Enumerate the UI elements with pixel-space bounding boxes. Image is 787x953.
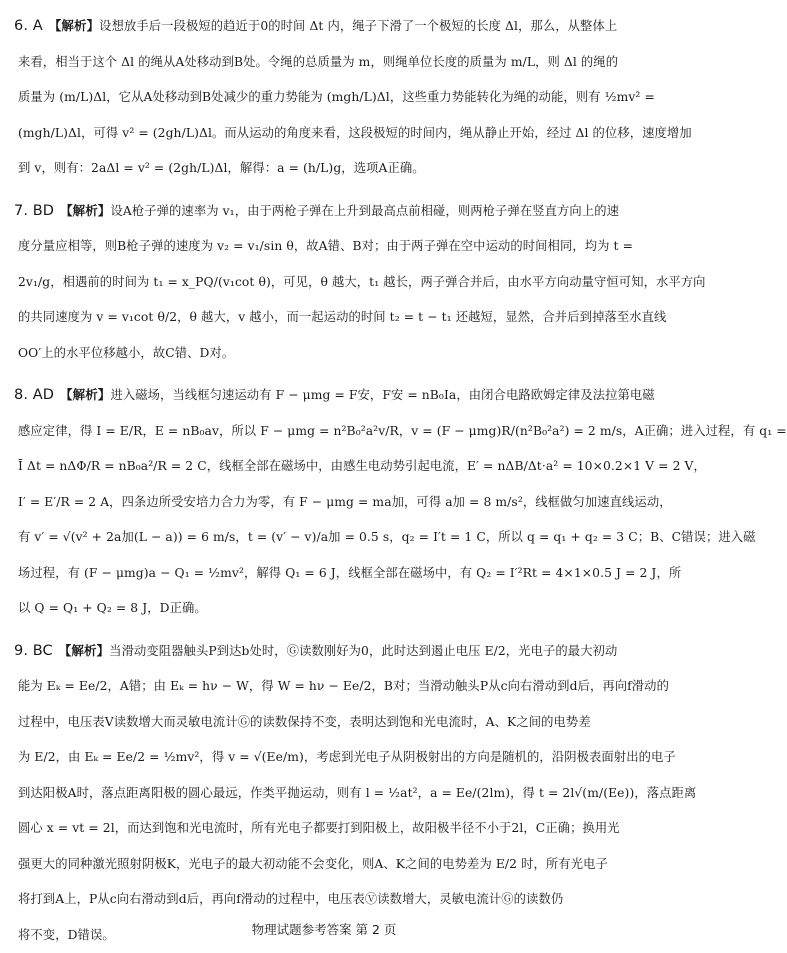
answer-line: 到达阳极A时，落点距离阳极的圆心最远，作类平抛运动，则有 l = ½at²，a = Ee/(2lm)，得 t = 2l√(m/(Ee))，落点距离 [14, 776, 634, 812]
answer-line: 为 E/2，由 Eₖ = Ee/2 = ½mv²，得 v = √(Ee/m)，考虑到光电子从阴极射出的方向是随机的，沿阴极表面射出的电子 [14, 740, 634, 776]
question-number: 7. BD [14, 203, 54, 219]
answer-line: 2v₁/g，相遇前的时间为 t₁ = x_PQ/(v₁cot θ)，可见，θ 越大，t₁ 越长，两子弹合并后，由水平方向动量守恒可知，水平方向 [14, 265, 634, 301]
answer-line [14, 8, 634, 45]
answer-text: 进入磁场，当线框匀速运动有 F − μmg = F安，F安 = nB₀Ia，由闭合电路欧姆定律及法拉第电磁 [110, 388, 654, 402]
answer-line: 度分量应相等，则B枪子弹的速度为 v₂ = v₁/sin θ，故A错、B对；由于两子弹在空中运动的时间相同，均为 t = [14, 229, 634, 265]
question-number: 6. A [14, 18, 43, 34]
answer-item-9 [14, 633, 634, 953]
answer-line: 到 v，则有：2aΔl = v² = (2gh/L)Δl，解得：a = (h/L)g，选项A正确。 [14, 151, 634, 187]
answer-line: 过程中，电压表V读数增大而灵敏电流计Ⓖ的读数保持不变，表明达到饱和光电流时，A、K之间的电势差 [14, 705, 634, 741]
answer-line: 有 v′ = √(v² + 2a加(L − a)) = 6 m/s，t = (v′ − v)/a加 = 0.5 s，q₂ = I′t = 1 C，所以 q = q₁ + q₂ = 3 C；B、C错误；进入磁 [14, 520, 634, 556]
answer-line: 将打到A上，P从c向右滑动到d后，再向f滑动的过程中，电压表Ⓥ读数增大，灵敏电流计Ⓖ的读数仍 [14, 882, 634, 918]
answer-line: OO′上的水平位移越小，故C错、D对。 [14, 336, 634, 372]
answer-line: 强更大的同种激光照射阴极K，光电子的最大初动能不会变化，则A、K之间的电势差为 E/2 时，所有光电子 [14, 847, 634, 883]
answer-item-7 [14, 193, 634, 372]
answer-line: Ī Δt = nΔΦ/R = nB₀a²/R = 2 C，线框全部在磁场中，由感生电动势引起电流，E′ = nΔB/Δt·a² = 10×0.2×1 V = 2 V， [14, 449, 634, 485]
answer-line: 的共同速度为 v = v₁cot θ/2，θ 越大，v 越小，而一起运动的时间 t₂ = t − t₁ 还越短，显然，合并后到掉落至水直线 [14, 300, 634, 336]
answer-line: 场过程，有 (F − μmg)a − Q₁ = ½mv²，解得 Q₁ = 6 J，线框全部在磁场中，有 Q₂ = I′²Rt = 4×1×0.5 J = 2 J，所 [14, 556, 634, 592]
answer-line: I′ = E′/R = 2 A，四条边所受安培力合力为零，有 F − μmg = ma加，可得 a加 = 8 m/s²，线框做匀加速直线运动， [14, 485, 634, 521]
answer-line [14, 633, 634, 670]
answer-line: 能为 Eₖ = Ee/2，A错；由 Eₖ = hν − W，得 W = hν − Ee/2，B对；当滑动触头P从c向右滑动到d后，再向f滑动的 [14, 669, 634, 705]
question-number: 8. AD [14, 387, 54, 403]
answer-line: 质量为 (m/L)Δl，它从A处移动到B处减少的重力势能为 (mgh/L)Δl，这些重力势能转化为绳的动能，则有 ½mv² = [14, 80, 634, 116]
answer-item-6 [14, 8, 634, 187]
answer-line: (mgh/L)Δl，可得 v² = (2gh/L)Δl。而从运动的角度来看，这段极短的时间内，绳从静止开始，经过 Δl 的位移，速度增加 [14, 116, 634, 152]
answer-line: 圆心 x = vt = 2l，而达到饱和光电流时，所有光电子都要打到阳极上，故阳极半径不小于2l，C正确；换用光 [14, 811, 634, 847]
question-number: 9. BC [14, 643, 53, 659]
answer-line: 将不变，D错误。 [14, 918, 634, 953]
answer-line: 以 Q = Q₁ + Q₂ = 8 J，D正确。 [14, 591, 634, 627]
answer-line: 感应定律，得 I = E/R，E = nB₀av，所以 F − μmg = n²B₀²a²v/R，v = (F − μmg)R/(n²B₀²a²) = 2 m/s，A正确；进入过程，有 q₁ = [14, 414, 634, 450]
answer-text: 设A枪子弹的速率为 v₁，由于两枪子弹在上升到最高点前相碰，则两枪子弹在竖直方向上的速 [110, 204, 619, 218]
answer-text: 当滑动变阻器触头P到达b处时，Ⓖ读数刚好为0，此时达到遏止电压 E/2，光电子的最大初动 [109, 644, 617, 658]
analysis-tag: 【解析】 [49, 18, 99, 33]
answer-item-8 [14, 377, 634, 627]
page-footer: 物理试题参考答案 第 2 页 [0, 920, 648, 938]
analysis-tag: 【解析】 [59, 643, 109, 658]
analysis-tag: 【解析】 [60, 203, 110, 218]
answer-line: 来看，相当于这个 Δl 的绳从A处移动到B处。令绳的总质量为 m，则绳单位长度的质量为 m/L，则 Δl 的绳的 [14, 45, 634, 81]
answer-line [14, 377, 634, 414]
answer-text: 设想放手后一段极短的趋近于0的时间 Δt 内，绳子下滑了一个极短的长度 Δl，那么，从整体上 [99, 19, 617, 33]
analysis-tag: 【解析】 [60, 387, 110, 402]
answer-line [14, 193, 634, 230]
